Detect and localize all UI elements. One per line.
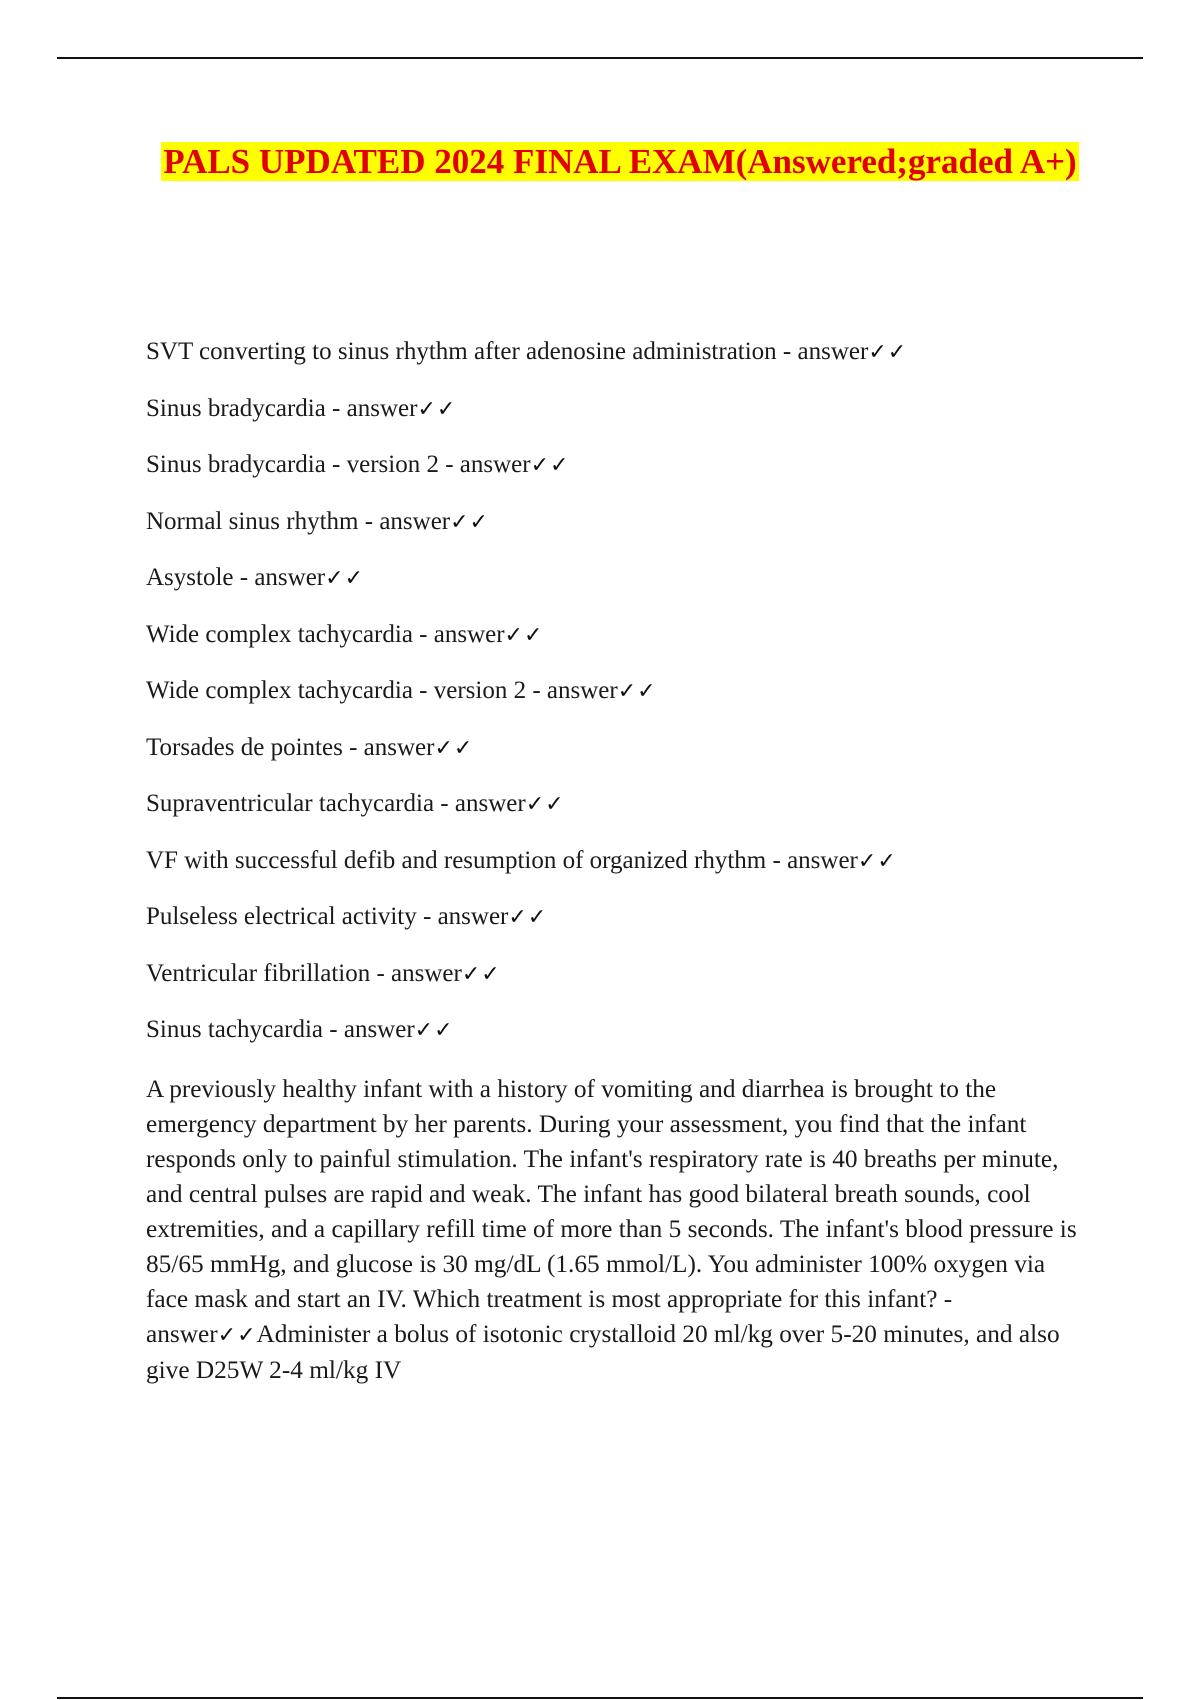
- answer-list: [146, 337, 1086, 1072]
- document-title: [140, 140, 1100, 184]
- list-item: [146, 959, 1086, 989]
- list-item-text: Pulseless electrical activity - answer: [146, 903, 509, 930]
- list-item-text: Ventricular fibrillation - answer: [146, 959, 462, 987]
- list-item-text: Wide complex tachycardia - answer: [146, 620, 505, 648]
- list-item: [146, 394, 1086, 424]
- list-item-text: Torsades de pointes - answer: [146, 733, 435, 761]
- list-item: [146, 902, 1086, 932]
- check-mark-icon: ✓✓: [508, 905, 548, 930]
- check-mark-icon: ✓✓: [217, 1323, 257, 1348]
- list-item: [146, 1015, 1086, 1045]
- check-mark-icon: ✓✓: [525, 792, 565, 817]
- list-item: [146, 620, 1086, 650]
- check-mark-icon: ✓✓: [530, 453, 570, 478]
- check-mark-icon: ✓✓: [617, 679, 657, 704]
- list-item-text: VF with successful defib and resumption of organized rhythm - answer: [146, 846, 858, 874]
- question-paragraph: [146, 1072, 1081, 1388]
- list-item-text: Wide complex tachycardia - version 2 - answer: [146, 677, 618, 704]
- list-item: [146, 450, 1086, 480]
- list-item: [146, 563, 1086, 593]
- check-mark-icon: ✓✓: [417, 396, 457, 422]
- list-item: [146, 507, 1086, 537]
- list-item-text: SVT converting to sinus rhythm after adenosine administration - answer: [146, 338, 869, 365]
- check-mark-icon: ✓✓: [434, 735, 474, 761]
- footer-rule: [57, 1697, 1143, 1699]
- list-item-text: Sinus bradycardia - version 2 - answer: [146, 451, 531, 478]
- check-mark-icon: ✓✓: [325, 566, 365, 591]
- check-mark-icon: ✓✓: [868, 340, 908, 365]
- list-item: [146, 337, 1086, 367]
- list-item: [146, 676, 1086, 706]
- check-mark-icon: ✓✓: [414, 1018, 454, 1043]
- list-item-text: Supraventricular tachycardia - answer: [146, 790, 526, 817]
- check-mark-icon: ✓✓: [461, 961, 501, 987]
- list-item-text: Normal sinus rhythm - answer: [146, 507, 451, 535]
- list-item: [146, 733, 1086, 763]
- check-mark-icon: ✓✓: [504, 622, 544, 648]
- list-item-text: Sinus tachycardia - answer: [146, 1016, 415, 1043]
- document-title-text: PALS UPDATED 2024 FINAL EXAM(Answered;graded A+): [163, 142, 1077, 181]
- question-answer: Administer a bolus of isotonic crystalloid 20 ml/kg over 5-20 minutes, and also give D25W 2-4 ml/kg IV: [146, 1320, 1060, 1384]
- list-item: [146, 846, 1086, 876]
- list-item: [146, 789, 1086, 819]
- list-item-text: Sinus bradycardia - answer: [146, 394, 418, 422]
- question-stem: A previously healthy infant with a history of vomiting and diarrhea is brought to the emergency department by her parents. During your assessment, you find that the infant responds only to painful stimulation. The infant's respiratory rate is 40 breaths per minute, and central pulses are rapid and weak. The infant has good bilateral breath sounds, cool extremities, and a capillary refill time of more than 5 seconds. The infant's blood pressure is 85/65 mmHg, and glucose is 30 mg/dL (1.65 mmol/L). You administer 100% oxygen via face mask and start an IV. Which treatment is most appropriate for this infant? - answer: [146, 1075, 1077, 1348]
- check-mark-icon: ✓✓: [857, 848, 897, 874]
- check-mark-icon: ✓✓: [450, 509, 489, 535]
- list-item-text: Asystole - answer: [146, 564, 326, 591]
- header-rule: [57, 57, 1143, 59]
